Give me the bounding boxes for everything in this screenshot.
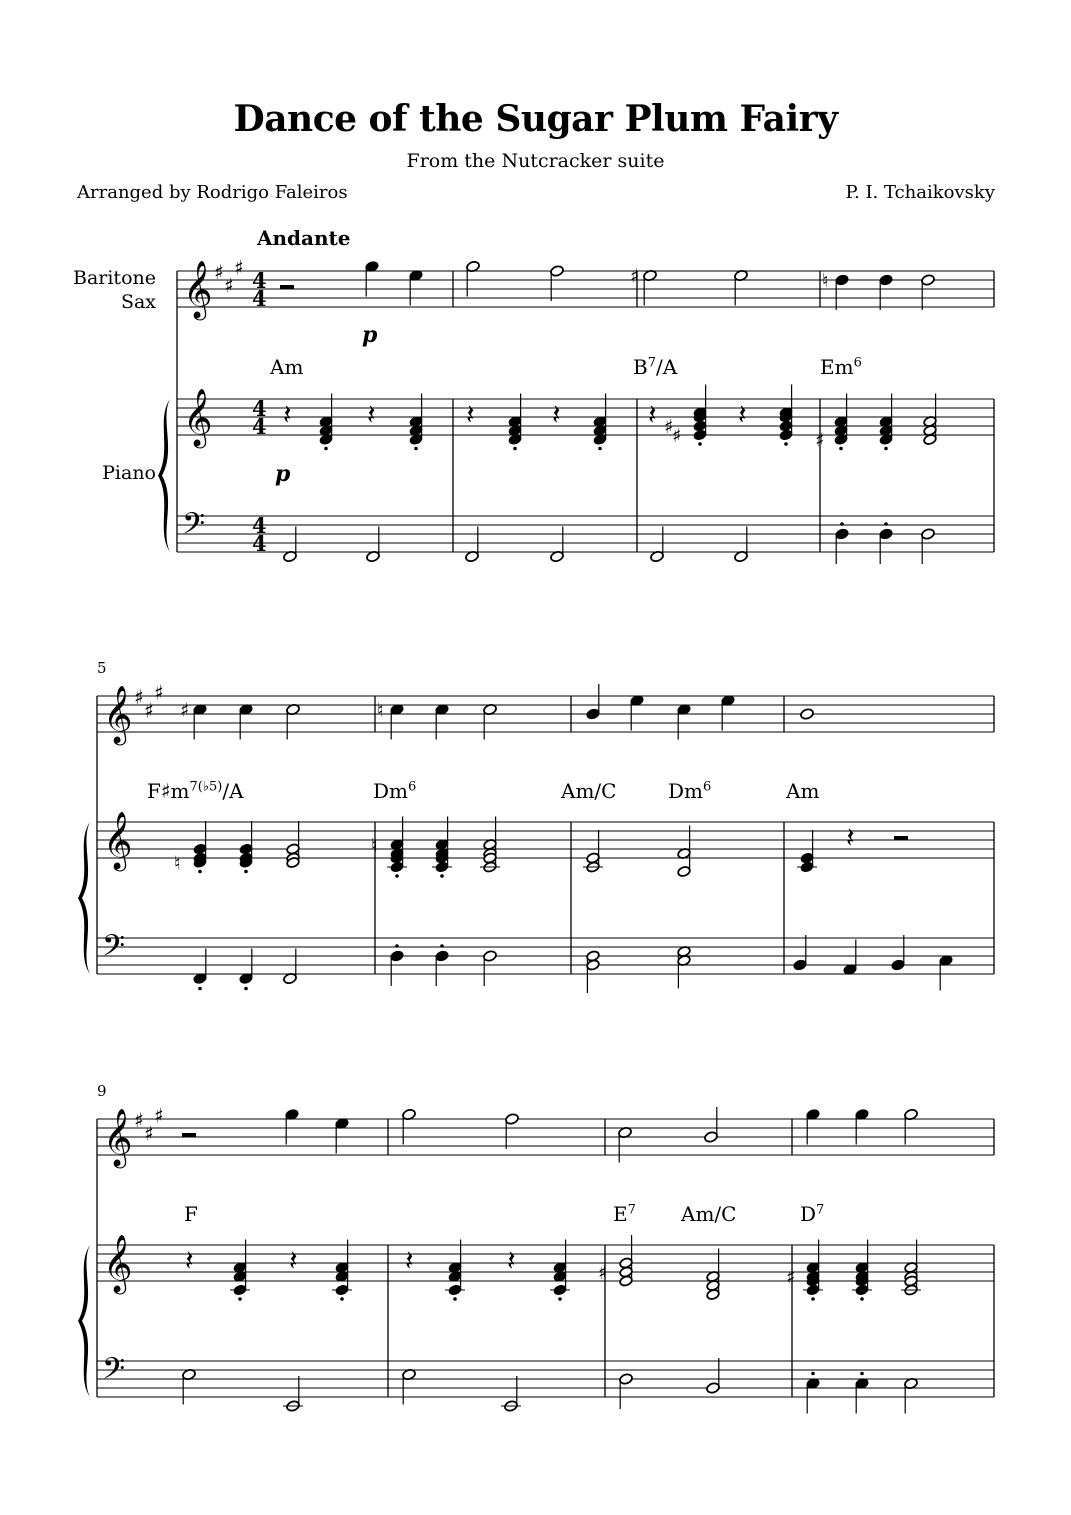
chord-symbol: Em$^6$ [820,355,862,379]
instrument-name-piano: Piano [102,462,156,484]
time-signature: 4 [252,414,267,440]
natural-icon: ♮ [371,834,378,857]
staccato-dot [598,447,602,451]
brace-icon [158,399,170,552]
sharp-icon: ♯ [234,255,244,280]
staccato-dot [340,1297,344,1301]
note-head [921,274,936,287]
staccato-dot [839,447,843,451]
score-subtitle: From the Nutcracker suite [406,150,665,172]
sharp-icon: ♯ [214,260,224,284]
note-head [586,959,600,971]
dynamic-marking: p [275,461,291,487]
staccato-dot [784,442,788,446]
measure-number: 9 [97,1082,107,1100]
time-signature: 4 [252,268,267,294]
note-head [793,959,808,972]
note-head [550,265,565,278]
time-signature: 4 [252,396,267,422]
chord-symbol: Am [786,779,820,803]
sharp-icon: ♯ [134,685,144,709]
sharp-icon: ♯ [672,425,682,447]
staccato-dot [884,522,888,526]
note-head [586,708,601,721]
staccato-dot [558,1297,562,1301]
note-head [921,528,936,541]
sharp-icon: ♯ [786,1266,796,1289]
sharp-icon: ♯ [664,416,674,438]
note-head [704,1131,719,1144]
note-head [390,950,405,963]
sharp-icon: ♯ [815,429,825,452]
staccato-dot [244,987,248,991]
brace-icon [78,1245,90,1397]
staccato-dot [440,874,444,878]
treble-clef-icon: 𝄞 [103,811,133,870]
rest-icon: 𝄽 [185,1244,194,1278]
instrument-name-sax-line2: Sax [120,291,156,313]
note-head [879,274,894,287]
rest-icon [182,1133,196,1137]
bass-clef-icon: 𝄢 [182,507,206,549]
note-head [835,274,850,287]
sharp-icon: ♯ [134,1108,144,1132]
staccato-dot [324,447,328,451]
staccato-dot [395,944,399,948]
staccato-dot [860,1372,864,1376]
note-head [779,429,793,441]
instrument-name-sax-line1: Baritone [72,267,156,289]
chord-symbol: $E^7$ [613,1202,636,1226]
staccato-dot [440,944,444,948]
note-head [879,528,894,541]
staccato-dot [414,447,418,451]
time-signature: 4 [252,286,267,312]
chord-symbol: Am/C [681,1202,737,1226]
sharp-icon: ♯ [144,698,154,723]
note-head [483,950,498,963]
sharp-icon: ♯ [630,265,640,288]
time-signature: 4 [252,513,267,539]
sharp-icon: ♯ [598,1262,608,1284]
staccato-dot [811,1372,815,1376]
staccato-dot [198,870,202,874]
rest-icon: 𝄽 [405,1244,414,1278]
natural-icon: ♮ [174,852,181,875]
rest-icon: 𝄽 [648,398,657,432]
time-signature: 4 [252,531,267,557]
sharp-icon: ♯ [144,1121,154,1146]
staccato-dot [244,870,248,874]
rest-icon: 𝄽 [466,398,475,432]
staccato-dot [840,522,844,526]
sharp-icon: ♯ [154,680,164,705]
staccato-dot [513,447,517,451]
note-head [619,1373,634,1386]
measure-number: 5 [97,659,107,677]
composer-credit: P. I. Tchaikovsky [845,182,995,203]
rest-icon: 𝄽 [289,1244,298,1278]
bass-clef-icon: 𝄢 [102,1352,126,1394]
treble-clef-icon: 𝄞 [183,260,213,319]
brace-icon [78,822,90,974]
note-head [706,1289,720,1301]
chord-symbol: Am [270,355,304,379]
tempo-marking: Andante [257,226,351,250]
staccato-dot [238,1297,242,1301]
score-title: Dance of the Sugar Plum Fairy [233,98,838,140]
staccato-dot [884,447,888,451]
chord-symbol: $F♯m^{7(♭5)}/A$ [147,779,244,803]
chord-symbol: $B^7/A$ [633,355,678,379]
note-head [800,708,815,721]
note-head [706,1382,721,1395]
rest-icon: 𝄽 [846,821,855,855]
treble-clef-icon: 𝄞 [103,685,133,744]
chord-symbol: F [184,1202,198,1226]
note-head [693,429,707,441]
dynamic-marking: p [362,322,378,348]
chord-symbol: Am/C [561,779,617,803]
chord-symbol: $D^7$ [800,1202,825,1226]
rest-icon: 𝄽 [367,398,376,432]
chord-symbol: Dm$^6$ [373,779,417,803]
note-head [677,866,691,878]
note-head [505,1113,520,1126]
bass-clef-icon: 𝄢 [102,929,126,971]
note-head [619,1275,633,1287]
rest-icon: 𝄽 [283,398,292,432]
sharp-icon: ♯ [180,699,190,722]
rest-icon [894,836,908,840]
rest-icon: 𝄽 [507,1244,516,1278]
staccato-dot [811,1297,815,1301]
natural-icon: ♮ [377,699,384,722]
treble-clef-icon: 𝄞 [103,1108,133,1167]
sharp-icon: ♯ [224,273,234,298]
natural-icon: ♮ [822,270,829,292]
note-head [891,959,906,972]
treble-clef-icon: 𝄞 [183,388,213,447]
note-head [435,950,450,963]
rest-icon [280,285,294,289]
staccato-dot [860,1297,864,1301]
sharp-icon: ♯ [154,1103,164,1128]
staccato-dot [698,442,702,446]
rest-icon: 𝄽 [552,398,561,432]
staccato-dot [198,987,202,991]
staccato-dot [453,1297,457,1301]
staccato-dot [395,874,399,878]
chord-symbol: Dm$^6$ [668,779,712,803]
treble-clef-icon: 𝄞 [103,1234,133,1293]
rest-icon: 𝄽 [738,398,747,432]
note-head [835,528,850,541]
arranger-credit: Arranged by Rodrigo Faleiros [77,182,348,203]
